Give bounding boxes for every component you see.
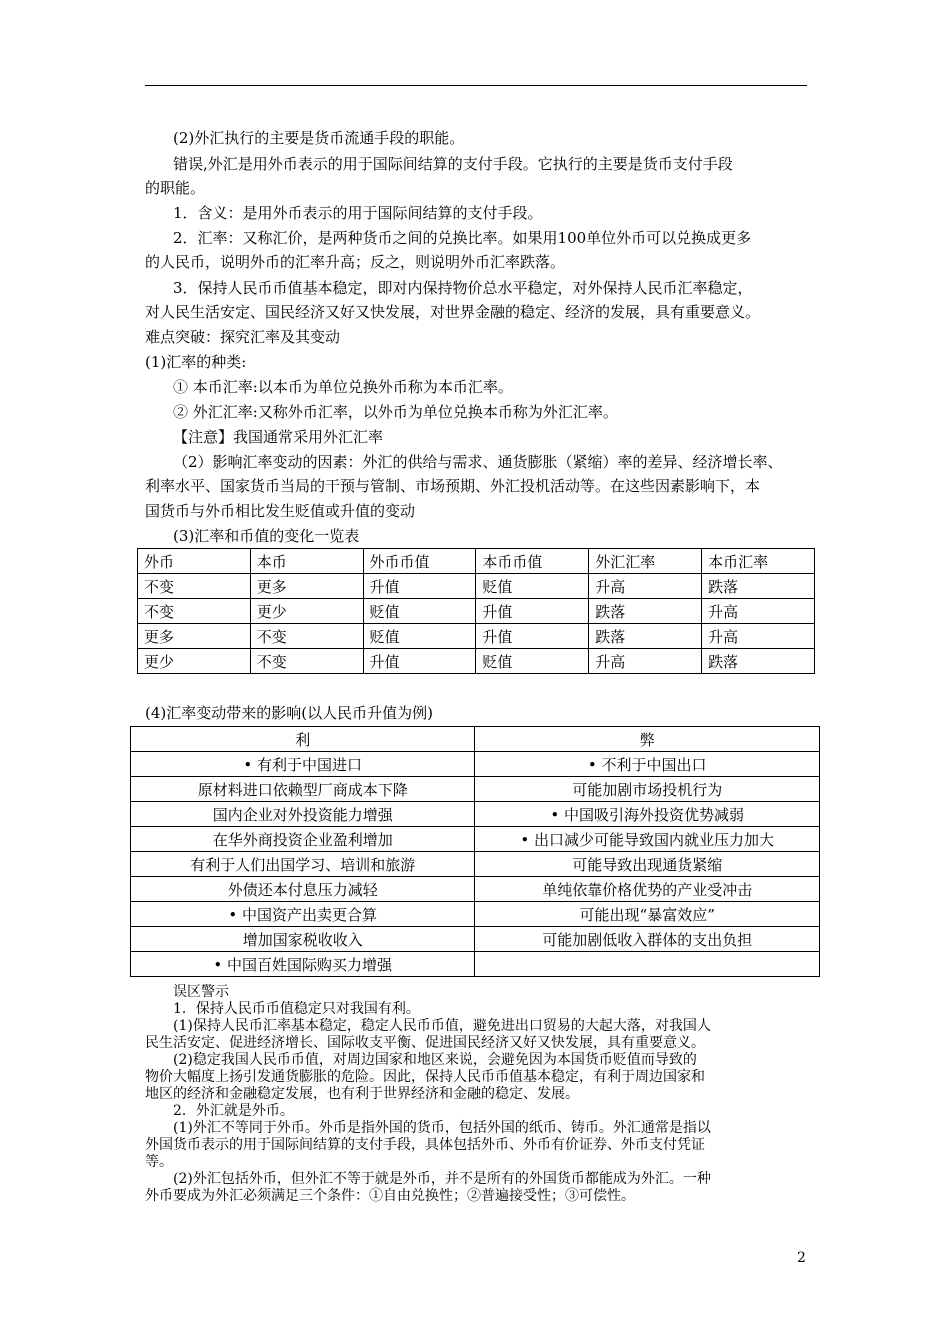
table-cell: • 中国百姓国际购买力增强 xyxy=(131,952,475,977)
table-header-cell: 外币币值 xyxy=(363,549,476,574)
text-line: 2．外汇就是外币。 xyxy=(173,1103,294,1119)
header-rule xyxy=(145,85,807,86)
table-row xyxy=(131,952,820,977)
exchange-rate-table xyxy=(137,548,815,674)
table-cell: 升高 xyxy=(589,649,702,674)
text-line: 外币要成为外汇必须满足三个条件：①自由兑换性；②普遍接受性；③可偿性。 xyxy=(145,1188,635,1204)
table-row xyxy=(131,877,820,902)
table-cell: • 不利于中国出口 xyxy=(475,752,820,777)
table-header-cell: 本币币值 xyxy=(476,549,589,574)
table-cell: • 中国吸引海外投资优势减弱 xyxy=(475,802,820,827)
text-line: 1．含义：是用外币表示的用于国际间结算的支付手段。 xyxy=(173,204,543,222)
table-cell xyxy=(475,952,820,977)
table-row xyxy=(131,802,820,827)
text-line: （2）影响汇率变动的因素：外汇的供给与需求、通货膨胀（紧缩）率的差异、经济增长率、 xyxy=(173,453,783,471)
table-header-cell: 弊 xyxy=(475,727,820,752)
table-row xyxy=(138,624,815,649)
table-header-cell: 本币汇率 xyxy=(702,549,815,574)
table-cell: • 中国资产出卖更合算 xyxy=(131,902,475,927)
table-cell: • 出口减少可能导致国内就业压力加大 xyxy=(475,827,820,852)
table-cell: 原材料进口依赖型厂商成本下降 xyxy=(131,777,475,802)
table-cell: 升值 xyxy=(476,624,589,649)
table-cell: 国内企业对外投资能力增强 xyxy=(131,802,475,827)
text-line: 对人民生活安定、国民经济又好又快发展，对世界金融的稳定、经济的发展，具有重要意义。 xyxy=(145,303,761,321)
table-cell: 贬值 xyxy=(476,649,589,674)
text-line: (2)外汇执行的主要是货币流通手段的职能。 xyxy=(173,129,465,147)
text-line: ② 外汇汇率:又称外币汇率，以外币为单位兑换本币称为外汇汇率。 xyxy=(173,403,618,421)
section-heading: 难点突破：探究汇率及其变动 xyxy=(145,328,341,346)
table-cell: 跌落 xyxy=(589,624,702,649)
table-caption: (3)汇率和币值的变化一览表 xyxy=(173,527,360,545)
text-line: (1)保持人民币汇率基本稳定，稳定人民币币值，避免进出口贸易的大起大落，对我国人 xyxy=(173,1018,711,1034)
text-line: 民生活安定、促进经济增长、国际收支平衡、促进国民经济又好又快发展，具有重要意义。 xyxy=(145,1035,705,1051)
page-number: 2 xyxy=(797,1250,806,1266)
table-row xyxy=(131,827,820,852)
text-line: (1)汇率的种类: xyxy=(145,353,247,371)
table-header-cell: 外币 xyxy=(138,549,251,574)
table-cell: 贬值 xyxy=(363,624,476,649)
table-cell: 可能加剧市场投机行为 xyxy=(475,777,820,802)
table-cell: 跌落 xyxy=(702,574,815,599)
text-line: ① 本币汇率:以本币为单位兑换外币称为本币汇率。 xyxy=(173,378,513,396)
table-cell: 可能出现“暴富效应” xyxy=(475,902,820,927)
text-line: 利率水平、国家货币当局的干预与管制、市场预期、外汇投机活动等。在这些因素影响下，本 xyxy=(145,477,761,495)
table-cell: 贬值 xyxy=(363,599,476,624)
note-line: 【注意】我国通常采用外汇汇率 xyxy=(173,428,384,446)
table-row xyxy=(131,852,820,877)
table-cell: 升高 xyxy=(702,624,815,649)
text-line: 国货币与外币相比发生贬值或升值的变动 xyxy=(145,502,416,520)
table-cell: 增加国家税收收入 xyxy=(131,927,475,952)
table-cell: 不变 xyxy=(250,624,363,649)
text-line: (1)外汇不等同于外币。外币是指外国的货币，包括外国的纸币、铸币。外汇通常是指以 xyxy=(173,1120,711,1136)
text-line: 等。 xyxy=(145,1154,173,1170)
table-cell: 跌落 xyxy=(589,599,702,624)
text-line: 物价大幅度上扬引发通货膨胀的危险。因此，保持人民币币值基本稳定，有利于周边国家和 xyxy=(145,1069,705,1085)
table-cell: 有利于人们出国学习、培训和旅游 xyxy=(131,852,475,877)
text-line: (2)稳定我国人民币币值，对周边国家和地区来说，会避免因为本国货币贬值而导致的 xyxy=(173,1052,697,1068)
table-row xyxy=(131,902,820,927)
text-line: 地区的经济和金融稳定发展，也有利于世界经济和金融的稳定、发展。 xyxy=(145,1086,579,1102)
table-cell: 可能加剧低收入群体的支出负担 xyxy=(475,927,820,952)
table-header-row xyxy=(131,727,820,752)
table-row xyxy=(131,777,820,802)
section-heading: 误区警示 xyxy=(173,984,229,1000)
table-cell: 更少 xyxy=(138,649,251,674)
table-cell: • 有利于中国进口 xyxy=(131,752,475,777)
table-row xyxy=(131,752,820,777)
table-cell: 不变 xyxy=(138,574,251,599)
text-line: 的职能。 xyxy=(145,179,206,197)
text-line: 外国货币表示的用于国际间结算的支付手段，具体包括外币、外币有价证券、外币支付凭证 xyxy=(145,1137,705,1153)
table-header-cell: 外汇汇率 xyxy=(589,549,702,574)
table-cell: 升高 xyxy=(702,599,815,624)
table-row xyxy=(138,649,815,674)
text-line: 3．保持人民币币值基本稳定，即对内保持物价总水平稳定，对外保持人民币汇率稳定， xyxy=(173,279,753,297)
table-header-cell: 利 xyxy=(131,727,475,752)
table-cell: 外债还本付息压力减轻 xyxy=(131,877,475,902)
text-line: (2)外汇包括外币，但外汇不等于就是外币，并不是所有的外国货币都能成为外汇。一种 xyxy=(173,1171,711,1187)
table-cell: 不变 xyxy=(138,599,251,624)
table-row xyxy=(138,599,815,624)
table-cell: 更多 xyxy=(250,574,363,599)
table-caption: (4)汇率变动带来的影响(以人民币升值为例) xyxy=(145,704,433,722)
table-header-row xyxy=(138,549,815,574)
table-cell: 升值 xyxy=(363,574,476,599)
table-row xyxy=(138,574,815,599)
text-line: 的人民币，说明外币的汇率升高；反之，则说明外币汇率跌落。 xyxy=(145,253,566,271)
table-cell: 跌落 xyxy=(702,649,815,674)
table-cell: 升高 xyxy=(589,574,702,599)
text-line: 错误,外汇是用外币表示的用于国际间结算的支付手段。它执行的主要是货币支付手段 xyxy=(173,155,733,173)
text-line: 2．汇率：又称汇价，是两种货币之间的兑换比率。如果用100单位外币可以兑换成更多 xyxy=(173,229,752,247)
table-row xyxy=(131,927,820,952)
table-cell: 升值 xyxy=(476,599,589,624)
table-cell: 升值 xyxy=(363,649,476,674)
table-cell: 更多 xyxy=(138,624,251,649)
table-cell: 更少 xyxy=(250,599,363,624)
table-header-cell: 本币 xyxy=(250,549,363,574)
table-cell: 在华外商投资企业盈利增加 xyxy=(131,827,475,852)
text-line: 1．保持人民币币值稳定只对我国有利。 xyxy=(173,1001,420,1017)
impact-table xyxy=(130,726,820,977)
table-cell: 贬值 xyxy=(476,574,589,599)
table-cell: 不变 xyxy=(250,649,363,674)
table-cell: 可能导致出现通货紧缩 xyxy=(475,852,820,877)
table-cell: 单纯依靠价格优势的产业受冲击 xyxy=(475,877,820,902)
